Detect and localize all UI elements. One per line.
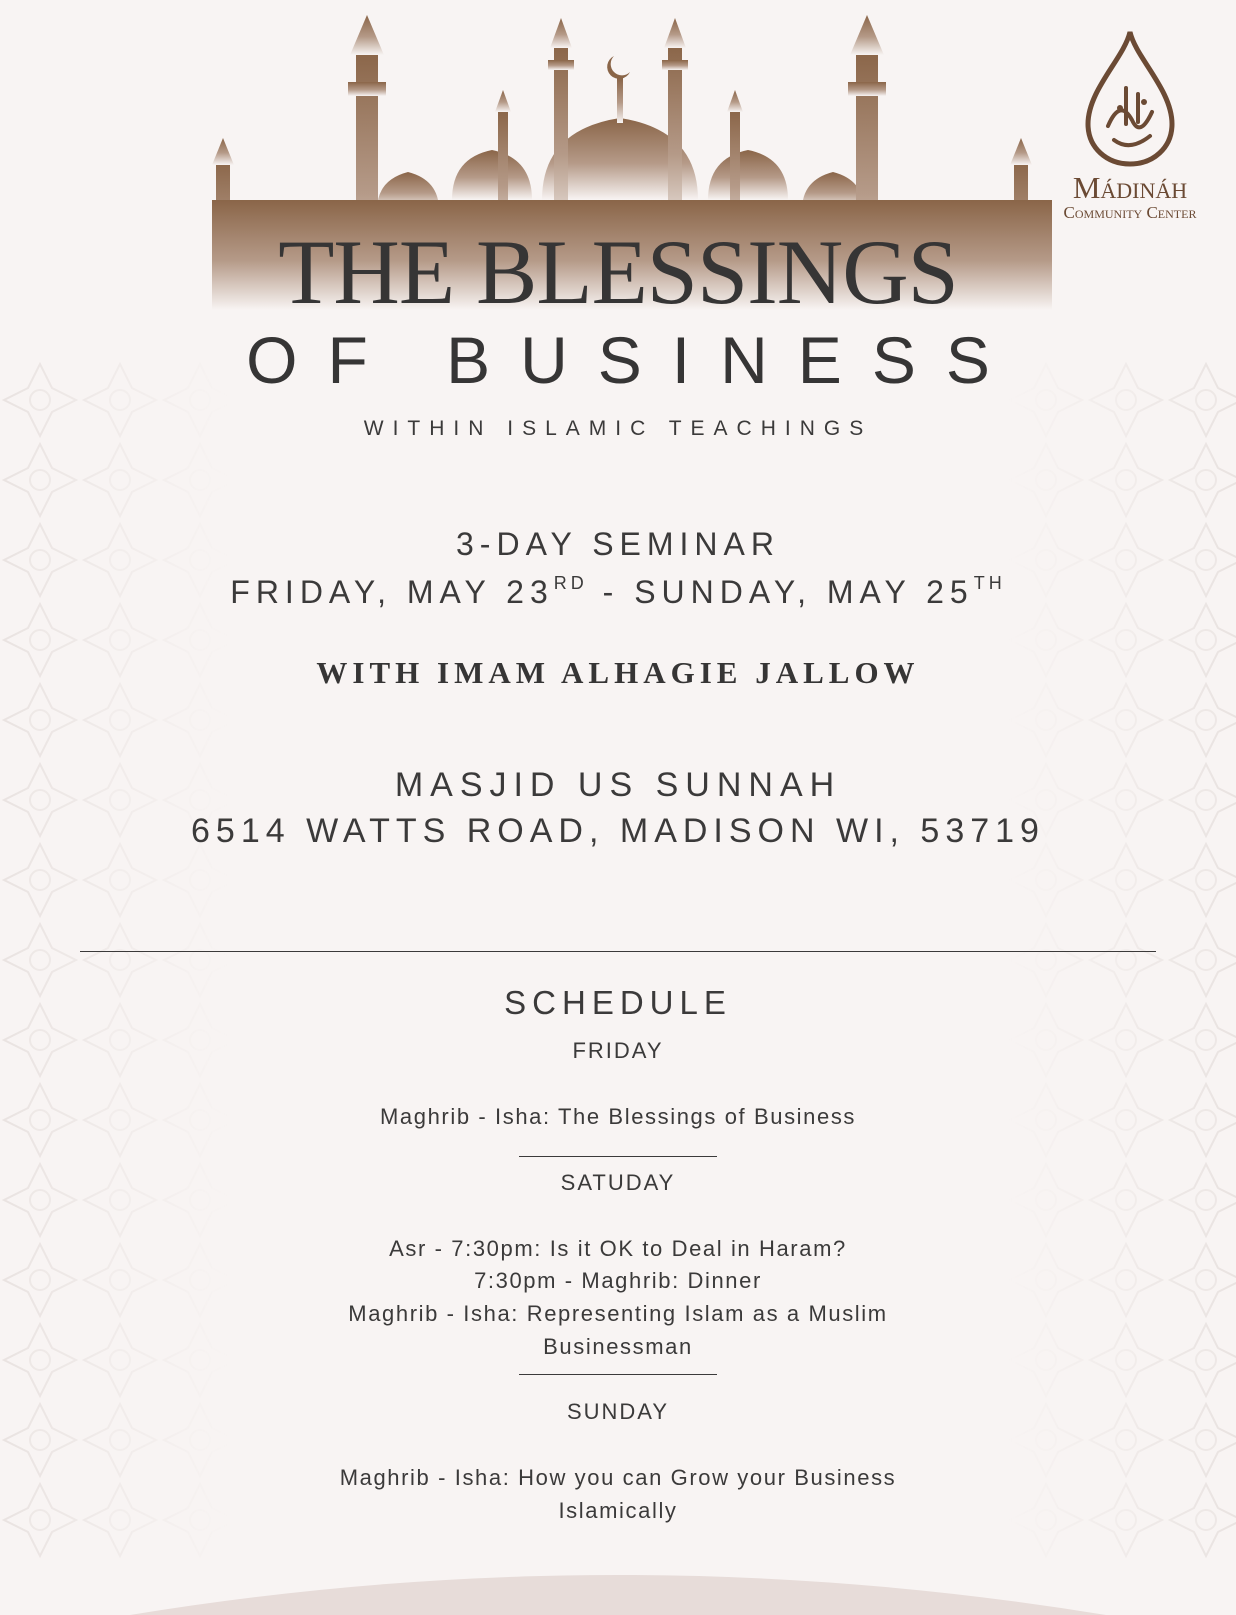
schedule-item: Maghrib - Isha: The Blessings of Business [379,1104,857,1129]
venue-name: MASJID US SUNNAH [394,766,842,804]
speaker-name: WITH IMAM ALHAGIE JALLOW [316,655,920,690]
schedule-day-friday: FRIDAY [572,1038,664,1063]
bottom-arc-decoration [0,1555,1236,1615]
schedule-item: Businessman [543,1334,693,1359]
venue-address: 6514 WATTS ROAD, MADISON WI, 53719 [191,812,1045,850]
schedule-day-saturday: SATUDAY [560,1170,676,1195]
title-subtitle: WITHIN ISLAMIC TEACHINGS [363,417,873,440]
schedule-item: Islamically [558,1498,678,1523]
drop-calligraphy-icon [1080,28,1180,168]
schedule-item: Maghrib - Isha: How you can Grow your Business [339,1465,897,1490]
day-divider [519,1374,717,1375]
schedule-item: Maghrib - Isha: Representing Islam as a Muslim [348,1301,888,1326]
date-end-suffix: TH [973,573,1006,593]
date-start-suffix: RD [553,573,588,593]
day-divider [519,1156,717,1157]
event-dates [0,574,1236,611]
date-end: - SUNDAY, MAY 25 [587,574,974,610]
schedule-day-sunday: SUNDAY [566,1399,670,1424]
main-title-line-2: OF BUSINESS [246,323,1020,397]
schedule-item: 7:30pm - Maghrib: Dinner [474,1268,762,1293]
date-start: FRIDAY, MAY 23 [230,574,554,610]
madinah-logo [1050,28,1210,233]
event-type: 3-DAY SEMINAR [456,526,780,562]
schedule-item: Asr - 7:30pm: Is it OK to Deal in Haram? [389,1236,847,1261]
schedule-title: SCHEDULE [504,984,732,1021]
logo-subtitle: Community Center [1063,203,1197,222]
section-divider [80,951,1156,952]
logo-name: Mádináh [1072,170,1188,205]
main-title-line-1: THE BLESSINGS [278,221,958,323]
